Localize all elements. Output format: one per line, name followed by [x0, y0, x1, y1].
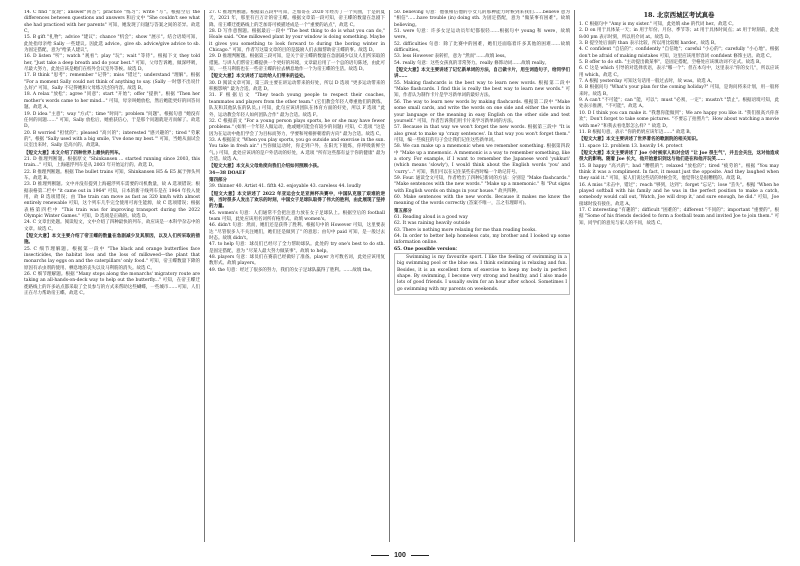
answer-item: 8. B 根据问句 "What's your plan for the coming holiday?" 可知，是询问将来计划，用一般将来时。故选 B。	[579, 85, 779, 97]
answer-item: 55. Making flashcards is the best way to learn new words. 根据第二段中 "Make flashcards. I find this is really the best way to learn new words." 可知，作者认为制作卡片是学习新单词的最好方法。	[394, 80, 570, 99]
answer-item: 20. B worried "担忧的"；pleased "高兴的"；interested "感兴趣的"；tired "劳累的"。根据 "Sally used with a big smile, 'I've done my best.'" 可知，当她从面试会议室出来时，Sally 是高兴的。故选B。	[24, 130, 200, 149]
answer-item: 6. C 这是 which 引导的对选择状语，表示"哪一个"；但在本句中，这里表示"你的女儿"，所以应该用 which。故选 C。	[579, 66, 779, 78]
answer-item: 58. We can make up a mnemonic when we remember something. 根据第四段中 "Make up a mnemonic. A mnemonic is a way to remember something, like a story. For example, if I want to remember the Japanese word 'yukkuri' (which means 'slowly'), I would think about the English words 'you' and 'curry'..." 可知，我们可以在记住某些东西时编一个助记符号。	[394, 144, 570, 175]
answer-item: 18. A relax "放松"；agree "同意"；start "开始"；offer "提供"。根据 "Then her mother's words came to her mind..." 可知，母亲叫她放松，然后她能更好的回答问题。故选 A。	[24, 92, 200, 111]
answer-item: 11. B 根据句意，表示 "你的奶奶应该年迈……" 故选 B。	[579, 129, 695, 135]
section-heading: 【短文大意】本文从父母角度向我们介绍如何照顾小孩。	[209, 164, 322, 170]
answer-item: 10. D I think you can make it. "我想你能做到"；We are happy you like it. "我们很高兴你喜欢"；Don't forget to take some pictures. "不要忘了拍照片"；How about watching a movie with me? "和我去看电影怎么样？" 故选 D。	[579, 110, 779, 129]
answer-item: 15. B happy "高兴的"；bad "糟糕的"；relaxed "放松的"；tired "疲劳的"。根据 "You may think it was a compliment. In fact, it meant just the opposite. And they laughed when they said it." 可知，家人们说这些话的时候会笑，他觉得这是很糟糕的。故选 B。	[579, 163, 779, 182]
answer-item: 51. were 句意：许多女足运动员年纪都很轻……根据句中 young 和 were，故填 were。	[394, 29, 570, 41]
answer-item: 65. One possible version：	[394, 246, 461, 252]
answer-item: 25. C 细节理解题。根据第一段中 "The black and orange butterflies face insecticides, the habitat loss and the loss of milkweed—the plant that monarchs lay eggs on and the caterpillars' only food." 可知，帝王蝶数量下降的原因有杀虫剂的使用、栖息地的丧失以及马利筋的消失。故选 C。	[24, 246, 200, 271]
answer-item: 2. D on 用于具体某一天；in 用于年份、月份、季节等；at 用于具体时间点；at 用于时刻前，此处 8:00 pm 表示时刻，所以用介词 at。故选 D。	[579, 28, 779, 40]
answer-item: 17. B think "思考"；remember "记得"；miss "错过"；understand "理解"。根据 "For a moment Sally could not think of anything to say. (Sally 一时想不出说什么好)" 可知，Sally 不记得她和父母练习过的内容。故选 B。	[24, 73, 200, 92]
section-heading: 【短文大意】本文介绍了四种世界上最快的列车。	[24, 150, 123, 156]
column-1	[24, 10, 200, 542]
section-heading: 【短文大意】本文讲述了运动给人们带来的益处。	[209, 74, 308, 80]
answer-item: 30. D 阅读文章可知，第三段主要在讲运动带来的好处，所以 D 选项 "更多运动带来的积极影响" 最为合适。故选 D。	[209, 80, 385, 93]
answer-item: 63. There is nothing more relaxing for me than reading books.	[394, 227, 537, 233]
column-divider	[389, 10, 390, 542]
section-heading: 【短文大意】本文主要讲述了记忆新单词的方法，自己做卡片，用生词造句子，给同学们讲……	[394, 68, 570, 80]
answer-item: 9. A can't "不可能"；can "能，可以"；must "必须，一定"；mustn't "禁止"。根据语境可知，此处表示推测，"不可能"。故选 A。	[579, 98, 779, 110]
answer-item: 17. C interesting "有趣的"；difficult "困难的"；different "不同的"；important "重要的"。根据 "Some of his friends decided to form a football team and invited Joe to join them." 可知，同学们的意见与家人的不同，故选 C。	[579, 207, 779, 226]
answer-item: 27. C 推理判断题。根据第五段中可知，芝加哥在 2020 年经历了一个夹曲，于是的夏天，2021 年，那里有百万计的帝王蝶。根据文章第一段可知，帝王蝶的数量在急剧下降。帝王蝶迁徙路线上的芝加哥可被描述成是一个"重要的站点"，故选 C。	[209, 10, 385, 28]
answer-item: 61. Reading aloud is a good way	[394, 215, 468, 220]
answer-item: 47. to help 句意：球员们已经尽了全力帮助球队。此处的 try one's best to do sth. 是固定搭配，意为 "尽某人最大努力做某事"。故填 to help。	[209, 242, 385, 254]
answer-item: 32. C 根据前文 "For a young person plays sports, he or she may have fewer problems." (如果一个年轻人做运动，他或她可能会有较少的问题) 可知，C 选项 "这是因为在运动中他们学会了为目标而努力，学要和死相拼朝着的方向" 最为合适。故选 C。	[209, 118, 385, 137]
answer-item: 11. space 12. problem 13. heavily 14. protect	[579, 143, 683, 149]
answer-item: 57. Because in that way we won't forget the new words. 根据第三段中 "It is also great to make up 'crazy sentences'. In that way you won't forget them." 可知，编一些疯狂的句子会让我们记住这些新单词。	[394, 125, 570, 143]
answer-item: 50. believing 句意：他很相信他的小女儿的那种能力时候到来我们……believe 意为 "相信"……have trouble (in) doing sth. 为固定搭配，意为 "做某事有困难"。故填 believing。	[394, 10, 570, 28]
answer-item: 53. less However 表转折，意为 "然而"……故填 less。	[394, 54, 509, 60]
essay-paragraph: Swimming is my favourite sport. I like the feeling of swimming in a big swimming pool or the blue sea. I think swimming is relaxing and fun. Besides, it is an excellent form of exercise to keep my body in perfect shape. By swimming, I become very strong and healthy, and I also made lots of good friends. I usually swim for an hour after school. Sometimes I go swimming with my parents on weekends.	[394, 253, 570, 295]
column-3	[394, 10, 570, 542]
answer-item: 19. D idea "主意"；way "方式"；time "时间"；problem "问题"。根据句意 "她没有任何的问题……" 可知，Sally 放松后，她重获信心，于是那个问题就迎刃而解了。故选 D。	[24, 111, 200, 130]
answer-item: 46. didn't 句意：然而，她们还是获得了胜利。根据句中的 However 可知，这里要表达 "尽管很多人不关注她们，她们还是做到了" 的意思；由句中 paid 可知，是一般过去时态。故填 didn't。	[209, 223, 385, 242]
answer-item: 54. really 句意：这些女孩真的非常努力。really 修饰动词……故填 really。	[394, 60, 550, 66]
answer-item: 1. C 根据句中 "Amy is my sister." 可知，此处填 she 的代词 her。故选 C。	[579, 22, 737, 27]
answer-item: 29. D 推理判断题。根据第三段可知，是关于帝王蝶的数量在急剧减少以及人们所采取的措施。与讲人们帮帝王蝶提供一个更好的环境，文章最后用了一个总的语句陈述，由此可知，一些马利筋也在一些帝王蝶的拉去栖息地作一个为帝王蝶的生活。故选 D。	[209, 54, 385, 73]
section-heading: 第四部分	[209, 177, 227, 183]
answer-item: 52. difficulties 句意：除了比赛中的困难，她们还面临着许多其他的困难……故填 difficulties。	[394, 41, 570, 54]
answer-item: 7. A 根据 yesterday 可知这句话用一般过去时，故 was。故选 A。	[579, 79, 715, 85]
answer-item: 28. D 写作意图题。根据最后一段中 "The best thing to do is what you can do," Hoale said. "One milkweed plant by your window is doing something. Maybe it gives you something to look forward to during the boring winter in Chicago." 可知，作者写这篇文章的目的是鼓励人们去做帮助帝王蝶的事。故选 D。	[209, 29, 385, 54]
answer-item: 60. Make sentences with the new words. Because it makes me know the meaning of the words correctly (答案不唯一，言之有理即可)。	[394, 194, 570, 207]
answer-item: 45. women's 句意：人们通常不会把注意力放在女子足球队上。根据空后的 football team 可知，此处应该用名词所有格形式。故填 women's。	[209, 210, 385, 222]
page-footer	[0, 552, 800, 559]
answer-item: 16. A miss "未击中，错过"；reach "够到，达到"；forget "忘记"；lose "丢失"。根据 "When he played softball with his family and he was in the perfect position to make a catch, somebody would call out, 'Watch, Joe will drop it,' and sure enough, he did." 可知，Joe 接球时没有接住。故选 A。	[579, 182, 779, 207]
answer-item: 48. players 句意：球员们在赛前已经做好了准备。player 为可数名词，此处应该用复数形式。故填 players。	[209, 255, 385, 267]
column-4	[579, 10, 779, 542]
answer-item: 24. C 文章出处题。阅读短文，文中介绍了四种最快的列车，故应该是一本科学杂志中的文章。故选 C。	[24, 220, 200, 232]
answer-item: 16. D listen "听"；watch "观看"；play "玩"；wait "等待"。根据下文 they told her, "Just take a deep breath and do your best." 可知，父母告诉她，做深呼吸，尽最大努力，此处应该是她们在校外会议室外等候。故选 D。	[24, 54, 200, 73]
answer-item: 62. It was raining heavily outside	[394, 221, 471, 227]
answer-item: 33. A 根据前文 "When you play sports, you go outside and exercise in the sun. You take in fresh air." (当你做运动时，你走到户外，在阳光下锻炼，你呼吸新鲜空气。) 可知，此处应该讲的是户外活动的好处，A 选项 "所有这些都有益于你的健康" 最为合适。故选 A。	[209, 137, 385, 162]
answer-item: 64. In order to better help homeless cats, my brother and I looked up some information online.	[394, 234, 570, 246]
answer-item: 3. B 提空处后面的 than 表示比较，所以用比较级 harder。故选 B。	[579, 41, 719, 47]
section-title: 18. 北京西城区考试真卷	[643, 11, 715, 19]
answer-item: 5. B offer to do sth. "主动提出做某事"，是固定搭配，空格处应该填动词不定式。故选 B。	[579, 60, 764, 66]
answer-item: 34—38 DOAEF	[209, 170, 246, 176]
section-heading: 【短文大意】本文主要讲述了 Joe 小时候家人和对会话 "让 Joe 很生气"，并且会关注，这对他造成很大的影响。随着 Joe 长大，他开始意识到这与他们是在和他开玩笑……	[579, 150, 779, 163]
answer-item: 22. B 推理判断题。根据 The bullet trains 可知，Shinkansen H5 & E5 属于弹头列车。故选 B。	[24, 169, 200, 181]
answer-item: 4. C confident "自信的"；confidently "自信地"；careful "小心的"；carefully "小心地"。根据 don't be afraid of making mistakes 可知，这里应该用形容词 confident 修饰主语。故选 C。	[579, 47, 779, 59]
answer-item: 26. C 细节理解题。根据 "Many stops along the monarchs' migratory route are taking an all-hands-on-deck way to help out the butterfly..." 可知，在帝王蝶迁徙路线上的许多站点都采取了全员参与的方式来帮助这些蝴蝶，一些城市……可知，人们正在尽力帮助帝王蝶。故选 C。	[24, 272, 200, 297]
answer-item: 23. D 推理判断题。文中并没有提到上海磁浮列车需要的司机数量，故 A 选项错误；根据表格第二栏中 "it came out in 1964" 可知，日本的新干线列车是在 1964 年投入使用，故 B 选项错误；由 The train can move as fast as 320 km/h with almost entirely renewable 可知，这个列车几乎完全使用可再生能源，故 C 选项错误；根据表格第四栏中 "This train was for improving transport during the 2022 Olympic Winter Games." 可知，D 选项是正确的。故选 D。	[24, 182, 200, 219]
column-divider	[204, 10, 205, 542]
answer-item: 21. D 推理判断题。根据原文 "Shinkansen ... started running since 2003, this train..." 可知，上海磁浮列车是从 2003 年开始运行的。故选 D。	[24, 156, 200, 169]
section-heading: 【短文大意】本文主要讲述了世界著名的歌剧院的相关知识。	[579, 137, 701, 143]
section-heading: 第五部分	[394, 208, 412, 214]
answer-item: 56. The way to learn new words by making flashcards. 根据第二段中 "Make some small cards, and write the words on one side and either the words in your language or the meaning in easy English on the other side and test yourself." 可知，作者告诉我们用卡片来学习新单词的方法。	[394, 99, 570, 124]
column-divider	[574, 10, 575, 542]
answer-item: 31. F 根据后文 "They teach young people to respect their coaches, teammates and players from the other team." (它们教会年轻人尊重他们的教练、队友和其他队伍的队员。) 可知，此句应该讲团队在体育方面的好处，所以 F 选项 "此外，运动教会年轻人如何团队合作" 最为合适。故选 F。	[209, 93, 385, 118]
answer-item: 39. thinner 40. Artist 41. fifth 42. enjoyable 43. careless 44. loudly	[209, 184, 362, 190]
answer-item: 49. the 句意：经过了很多的努力，我们的女子足球队赢得了胜利。……故填 the。	[209, 267, 375, 273]
answer-item: 14. C find "发现"；answer"回答"；practice "练习"；write "写"。根据空后 the differences between questions and answers 和后文中 "She couldn't see what she had practiced with her parents" 可知，她发现了问题与答案之间的差异。故选C。	[24, 10, 200, 35]
section-heading: 【短文大意】本文主要介绍了帝王蝶的数量在急剧减少及其原因，以及人们所采取的措施。	[24, 234, 200, 246]
page-number: 100	[394, 552, 406, 559]
column-2	[209, 10, 385, 542]
section-heading: 【短文大意】本文讲述了 2022 年亚运会女足亚洲杯决赛中，中国队克服了艰难的逆转，当时很多人发出了欢乐的时刻，中国女子足球队取得了伟大的胜利，由此展现了坚持的力量。	[209, 191, 385, 210]
answer-item: 59. Four. 通读全文可知，作者给出了四种记新词的方法：分别是 "Make flashcards." "Make sentences with the new words." "Make up a mnemonic." 和 "Put signs with English words on things in your house." 故共四种。	[394, 175, 570, 194]
answer-item: 15. B gift "礼物"；advice "建议"；chance "机会"；show "展示"。结合语境可知，此处指母亲给 Sally 一些建议。因此选 advice。give sb. advice/give advice to sb. 为固定搭配，意为"给某人建议"。	[24, 35, 200, 54]
